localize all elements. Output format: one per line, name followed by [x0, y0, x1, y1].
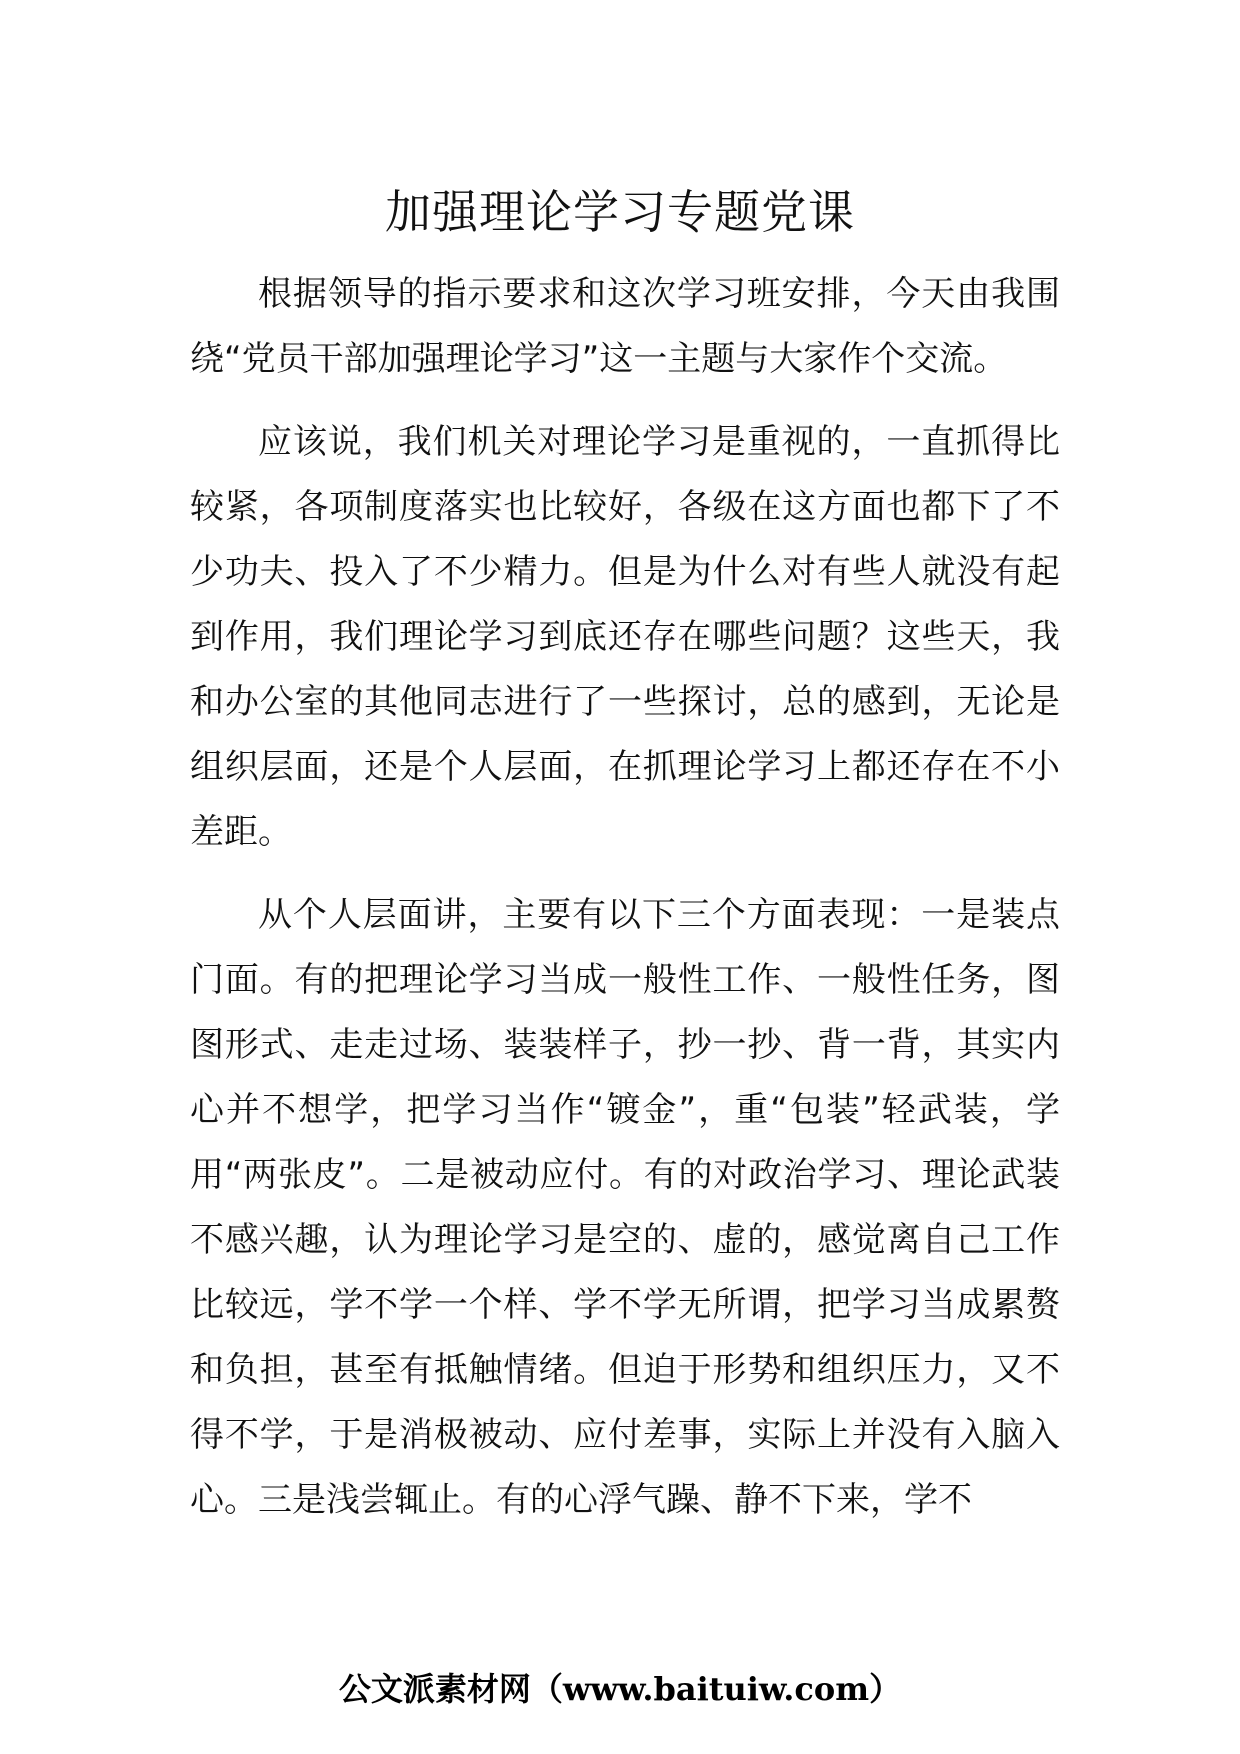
- document-title: 加强理论学习专题党课: [385, 185, 855, 239]
- paragraph-assessment: 应该说，我们机关对理论学习是重视的，一直抓得比较紧，各项制度落实也比较好，各级在这方面也都下了不少功夫、投入了不少精力。但是为什么对有些人就没有起到作用，我们理论学习到底还存在哪些问题？这些天，我和办公室的其他同志进行了一些探讨，总的感到，无论是组织层面，还是个人层面，在抓理论学习上都还存在不小差距。: [190, 422, 1060, 852]
- paragraph-personal-level: 从个人层面讲，主要有以下三个方面表现：一是装点门面。有的把理论学习当成一般性工作、一般性任务，图图形式、走走过场、装装样子，抄一抄、背一背，其实内心并不想学，把学习当作“镀金”，重“包装”轻武装，学用“两张皮”。二是被动应付。有的对政治学习、理论武装不感兴趣，认为理论学习是空的、虚的，感觉离自己工作比较远，学不学一个样、学不学无所谓，把学习当成累赘和负担，甚至有抵触情绪。但迫于形势和组织压力，又不得不学，于是消极被动、应付差事，实际上并没有入脑入心。三是浅尝辄止。有的心浮气躁、静不下来，学不: [190, 895, 1060, 1520]
- document-body: [190, 262, 1060, 1551]
- paragraph-intro: 根据领导的指示要求和这次学习班安排，今天由我围绕“党员干部加强理论学习”这一主题与大家作个交流。: [190, 274, 1060, 379]
- source-watermark-footer: 公文派素材网（www.baituiw.com）: [338, 1670, 902, 1708]
